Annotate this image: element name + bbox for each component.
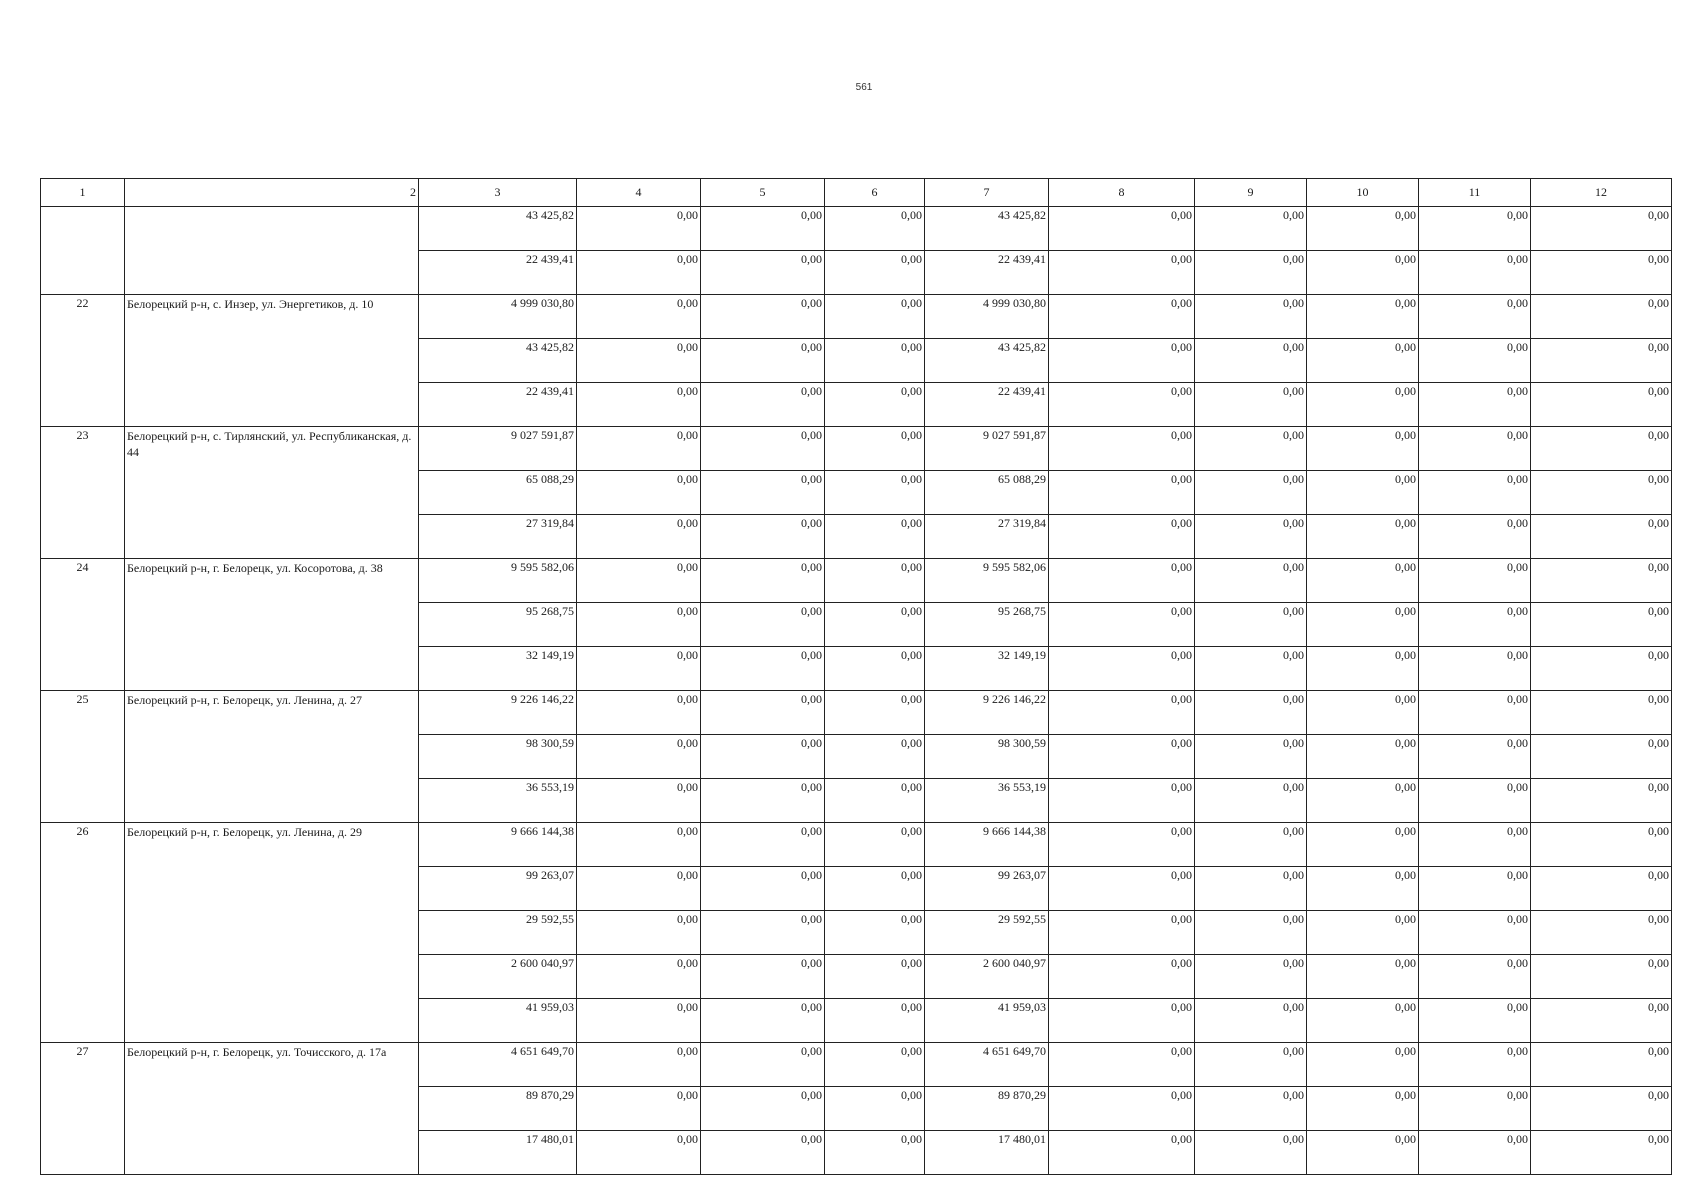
value-cell: 2 600 040,97 [925, 955, 1049, 999]
row-number-cell: 23 [41, 427, 125, 559]
value-cell: 0,00 [701, 207, 825, 251]
row-number-cell: 24 [41, 559, 125, 691]
value-cell: 9 027 591,87 [925, 427, 1049, 471]
value-cell: 0,00 [825, 427, 925, 471]
value-cell: 0,00 [825, 251, 925, 295]
value-cell: 0,00 [1419, 1131, 1531, 1175]
value-cell: 0,00 [1049, 251, 1195, 295]
value-cell: 0,00 [1049, 999, 1195, 1043]
value-cell: 29 592,55 [925, 911, 1049, 955]
value-cell: 0,00 [577, 1087, 701, 1131]
value-cell: 0,00 [825, 823, 925, 867]
column-header: 1 [41, 179, 125, 207]
value-cell: 0,00 [1195, 603, 1307, 647]
value-cell: 0,00 [1307, 823, 1419, 867]
value-cell: 0,00 [1419, 867, 1531, 911]
data-table [40, 178, 1672, 1175]
value-cell: 0,00 [825, 779, 925, 823]
value-cell: 65 088,29 [925, 471, 1049, 515]
value-cell: 0,00 [1195, 251, 1307, 295]
value-cell: 89 870,29 [925, 1087, 1049, 1131]
value-cell: 9 666 144,38 [419, 823, 577, 867]
value-cell: 0,00 [701, 559, 825, 603]
value-cell: 0,00 [1419, 427, 1531, 471]
value-cell: 0,00 [1195, 911, 1307, 955]
value-cell: 0,00 [1531, 603, 1672, 647]
value-cell: 2 600 040,97 [419, 955, 577, 999]
value-cell: 9 027 591,87 [419, 427, 577, 471]
value-cell: 0,00 [1195, 295, 1307, 339]
value-cell: 0,00 [1531, 1043, 1672, 1087]
value-cell: 36 553,19 [419, 779, 577, 823]
value-cell: 0,00 [577, 603, 701, 647]
value-cell: 0,00 [1419, 515, 1531, 559]
value-cell: 0,00 [825, 867, 925, 911]
value-cell: 0,00 [1049, 1131, 1195, 1175]
value-cell: 0,00 [1307, 955, 1419, 999]
value-cell: 0,00 [577, 295, 701, 339]
value-cell: 0,00 [825, 1087, 925, 1131]
value-cell: 0,00 [1419, 779, 1531, 823]
value-cell: 0,00 [1307, 427, 1419, 471]
value-cell: 4 651 649,70 [925, 1043, 1049, 1087]
column-header: 3 [419, 179, 577, 207]
value-cell: 0,00 [701, 955, 825, 999]
value-cell: 0,00 [825, 603, 925, 647]
value-cell: 36 553,19 [925, 779, 1049, 823]
value-cell: 0,00 [1195, 559, 1307, 603]
value-cell: 0,00 [1419, 339, 1531, 383]
value-cell: 0,00 [1307, 735, 1419, 779]
value-cell: 0,00 [825, 911, 925, 955]
value-cell: 0,00 [1049, 471, 1195, 515]
value-cell: 0,00 [1531, 1087, 1672, 1131]
column-header: 9 [1195, 179, 1307, 207]
value-cell: 0,00 [577, 1043, 701, 1087]
value-cell: 0,00 [825, 207, 925, 251]
value-cell: 0,00 [1307, 867, 1419, 911]
value-cell: 22 439,41 [925, 251, 1049, 295]
value-cell: 0,00 [1419, 823, 1531, 867]
value-cell: 0,00 [701, 779, 825, 823]
value-cell: 0,00 [577, 911, 701, 955]
value-cell: 99 263,07 [419, 867, 577, 911]
row-number-cell: 22 [41, 295, 125, 427]
value-cell: 0,00 [825, 471, 925, 515]
value-cell: 0,00 [1307, 603, 1419, 647]
value-cell: 22 439,41 [419, 251, 577, 295]
value-cell: 0,00 [1195, 471, 1307, 515]
address-cell: Белорецкий р-н, с. Инзер, ул. Энергетиков, д. 10 [125, 295, 419, 427]
value-cell: 0,00 [701, 471, 825, 515]
table-row [41, 1043, 1672, 1087]
value-cell: 0,00 [1419, 1043, 1531, 1087]
value-cell: 0,00 [1195, 779, 1307, 823]
value-cell: 0,00 [1049, 955, 1195, 999]
value-cell: 0,00 [1049, 735, 1195, 779]
row-number-cell: 27 [41, 1043, 125, 1175]
value-cell: 0,00 [1531, 911, 1672, 955]
value-cell: 0,00 [1049, 647, 1195, 691]
value-cell: 0,00 [1531, 207, 1672, 251]
value-cell: 0,00 [577, 427, 701, 471]
value-cell: 22 439,41 [925, 383, 1049, 427]
value-cell: 0,00 [1419, 471, 1531, 515]
value-cell: 9 595 582,06 [925, 559, 1049, 603]
value-cell: 9 666 144,38 [925, 823, 1049, 867]
value-cell: 43 425,82 [419, 207, 577, 251]
value-cell: 0,00 [1195, 955, 1307, 999]
value-cell: 65 088,29 [419, 471, 577, 515]
value-cell: 0,00 [1195, 823, 1307, 867]
value-cell: 0,00 [1531, 735, 1672, 779]
table-row [41, 691, 1672, 735]
value-cell: 0,00 [1049, 1043, 1195, 1087]
value-cell: 0,00 [1419, 647, 1531, 691]
value-cell: 43 425,82 [925, 339, 1049, 383]
value-cell: 0,00 [1195, 999, 1307, 1043]
value-cell: 0,00 [701, 911, 825, 955]
table-body [41, 207, 1672, 1175]
value-cell: 4 999 030,80 [419, 295, 577, 339]
value-cell: 0,00 [577, 735, 701, 779]
value-cell: 0,00 [1195, 647, 1307, 691]
address-cell [125, 207, 419, 295]
value-cell: 0,00 [1049, 207, 1195, 251]
column-header: 2 [125, 179, 419, 207]
address-cell: Белорецкий р-н, г. Белорецк, ул. Точисского, д. 17а [125, 1043, 419, 1175]
value-cell: 32 149,19 [419, 647, 577, 691]
value-cell: 0,00 [577, 691, 701, 735]
value-cell: 0,00 [1307, 911, 1419, 955]
value-cell: 0,00 [1531, 295, 1672, 339]
value-cell: 0,00 [1049, 603, 1195, 647]
value-cell: 0,00 [1419, 251, 1531, 295]
value-cell: 0,00 [1531, 823, 1672, 867]
value-cell: 0,00 [1531, 867, 1672, 911]
row-number-cell [41, 207, 125, 295]
row-number-cell: 26 [41, 823, 125, 1043]
value-cell: 0,00 [1531, 1131, 1672, 1175]
value-cell: 0,00 [577, 647, 701, 691]
value-cell: 0,00 [1419, 295, 1531, 339]
column-header: 11 [1419, 179, 1531, 207]
value-cell: 0,00 [1531, 383, 1672, 427]
value-cell: 0,00 [701, 823, 825, 867]
value-cell: 0,00 [701, 515, 825, 559]
value-cell: 0,00 [1307, 1131, 1419, 1175]
value-cell: 0,00 [1049, 383, 1195, 427]
value-cell: 98 300,59 [419, 735, 577, 779]
address-cell: Белорецкий р-н, г. Белорецк, ул. Ленина, д. 27 [125, 691, 419, 823]
value-cell: 0,00 [1419, 207, 1531, 251]
value-cell: 95 268,75 [925, 603, 1049, 647]
column-header: 8 [1049, 179, 1195, 207]
value-cell: 0,00 [1307, 1087, 1419, 1131]
value-cell: 0,00 [577, 383, 701, 427]
value-cell: 0,00 [701, 251, 825, 295]
value-cell: 0,00 [1531, 559, 1672, 603]
value-cell: 0,00 [1307, 999, 1419, 1043]
value-cell: 0,00 [1531, 691, 1672, 735]
value-cell: 0,00 [1531, 955, 1672, 999]
value-cell: 0,00 [1195, 867, 1307, 911]
value-cell: 0,00 [1531, 471, 1672, 515]
value-cell: 17 480,01 [419, 1131, 577, 1175]
value-cell: 0,00 [825, 647, 925, 691]
value-cell: 0,00 [825, 691, 925, 735]
value-cell: 0,00 [1049, 911, 1195, 955]
value-cell: 0,00 [1195, 1131, 1307, 1175]
value-cell: 0,00 [1307, 779, 1419, 823]
value-cell: 0,00 [1531, 427, 1672, 471]
value-cell: 0,00 [1307, 251, 1419, 295]
value-cell: 0,00 [577, 867, 701, 911]
value-cell: 0,00 [701, 1087, 825, 1131]
column-header: 5 [701, 179, 825, 207]
value-cell: 0,00 [1195, 383, 1307, 427]
value-cell: 0,00 [1049, 559, 1195, 603]
value-cell: 0,00 [1307, 339, 1419, 383]
value-cell: 0,00 [1419, 911, 1531, 955]
value-cell: 0,00 [1307, 295, 1419, 339]
value-cell: 0,00 [701, 427, 825, 471]
value-cell: 22 439,41 [419, 383, 577, 427]
value-cell: 29 592,55 [419, 911, 577, 955]
value-cell: 0,00 [577, 207, 701, 251]
value-cell: 0,00 [1049, 691, 1195, 735]
value-cell: 0,00 [1419, 559, 1531, 603]
value-cell: 0,00 [577, 999, 701, 1043]
value-cell: 0,00 [701, 735, 825, 779]
value-cell: 27 319,84 [925, 515, 1049, 559]
value-cell: 0,00 [577, 251, 701, 295]
value-cell: 89 870,29 [419, 1087, 577, 1131]
table-row [41, 427, 1672, 471]
value-cell: 0,00 [825, 295, 925, 339]
value-cell: 0,00 [701, 647, 825, 691]
page-number: 561 [855, 82, 873, 93]
value-cell: 0,00 [1307, 647, 1419, 691]
value-cell: 0,00 [701, 295, 825, 339]
value-cell: 0,00 [825, 735, 925, 779]
value-cell: 17 480,01 [925, 1131, 1049, 1175]
value-cell: 9 595 582,06 [419, 559, 577, 603]
value-cell: 0,00 [1531, 647, 1672, 691]
value-cell: 0,00 [1049, 515, 1195, 559]
value-cell: 0,00 [1049, 823, 1195, 867]
value-cell: 32 149,19 [925, 647, 1049, 691]
value-cell: 0,00 [577, 339, 701, 383]
value-cell: 0,00 [1195, 339, 1307, 383]
value-cell: 0,00 [825, 515, 925, 559]
value-cell: 0,00 [1531, 999, 1672, 1043]
value-cell: 0,00 [701, 1131, 825, 1175]
value-cell: 0,00 [1307, 559, 1419, 603]
value-cell: 0,00 [1195, 427, 1307, 471]
value-cell: 0,00 [1531, 339, 1672, 383]
value-cell: 27 319,84 [419, 515, 577, 559]
value-cell: 0,00 [1307, 515, 1419, 559]
value-cell: 0,00 [1419, 1087, 1531, 1131]
table-row [41, 207, 1672, 251]
value-cell: 0,00 [1531, 779, 1672, 823]
value-cell: 0,00 [825, 1131, 925, 1175]
value-cell: 0,00 [1307, 691, 1419, 735]
value-cell: 0,00 [577, 955, 701, 999]
address-cell: Белорецкий р-н, г. Белорецк, ул. Ленина, д. 29 [125, 823, 419, 1043]
value-cell: 0,00 [1195, 207, 1307, 251]
value-cell: 9 226 146,22 [925, 691, 1049, 735]
value-cell: 43 425,82 [419, 339, 577, 383]
column-header: 6 [825, 179, 925, 207]
value-cell: 0,00 [1307, 1043, 1419, 1087]
value-cell: 0,00 [1195, 515, 1307, 559]
value-cell: 0,00 [1049, 295, 1195, 339]
value-cell: 0,00 [577, 779, 701, 823]
value-cell: 0,00 [1049, 867, 1195, 911]
value-cell: 0,00 [1307, 471, 1419, 515]
value-cell: 0,00 [577, 515, 701, 559]
value-cell: 0,00 [1419, 735, 1531, 779]
value-cell: 0,00 [825, 339, 925, 383]
value-cell: 0,00 [825, 999, 925, 1043]
column-header: 10 [1307, 179, 1419, 207]
value-cell: 0,00 [701, 691, 825, 735]
value-cell: 9 226 146,22 [419, 691, 577, 735]
value-cell: 0,00 [1531, 251, 1672, 295]
value-cell: 0,00 [1195, 1043, 1307, 1087]
value-cell: 0,00 [701, 383, 825, 427]
column-header: 12 [1531, 179, 1672, 207]
value-cell: 0,00 [1419, 603, 1531, 647]
row-number-cell: 25 [41, 691, 125, 823]
value-cell: 43 425,82 [925, 207, 1049, 251]
value-cell: 0,00 [825, 559, 925, 603]
table-row [41, 295, 1672, 339]
value-cell: 0,00 [1195, 735, 1307, 779]
value-cell: 0,00 [577, 471, 701, 515]
value-cell: 0,00 [1195, 1087, 1307, 1131]
value-cell: 0,00 [701, 339, 825, 383]
value-cell: 0,00 [577, 559, 701, 603]
column-header: 7 [925, 179, 1049, 207]
value-cell: 0,00 [1049, 339, 1195, 383]
value-cell: 0,00 [1419, 955, 1531, 999]
value-cell: 0,00 [1049, 779, 1195, 823]
value-cell: 0,00 [701, 1043, 825, 1087]
value-cell: 0,00 [577, 823, 701, 867]
value-cell: 0,00 [825, 955, 925, 999]
value-cell: 0,00 [1419, 691, 1531, 735]
value-cell: 0,00 [1307, 383, 1419, 427]
value-cell: 98 300,59 [925, 735, 1049, 779]
column-header: 4 [577, 179, 701, 207]
value-cell: 99 263,07 [925, 867, 1049, 911]
value-cell: 41 959,03 [419, 999, 577, 1043]
value-cell: 0,00 [1195, 691, 1307, 735]
value-cell: 0,00 [1419, 999, 1531, 1043]
value-cell: 0,00 [825, 1043, 925, 1087]
value-cell: 4 999 030,80 [925, 295, 1049, 339]
value-cell: 0,00 [701, 999, 825, 1043]
value-cell: 4 651 649,70 [419, 1043, 577, 1087]
value-cell: 0,00 [1531, 515, 1672, 559]
value-cell: 41 959,03 [925, 999, 1049, 1043]
value-cell: 0,00 [577, 1131, 701, 1175]
value-cell: 0,00 [701, 603, 825, 647]
value-cell: 0,00 [1419, 383, 1531, 427]
column-number-row [41, 179, 1672, 207]
value-cell: 95 268,75 [419, 603, 577, 647]
value-cell: 0,00 [825, 383, 925, 427]
value-cell: 0,00 [1049, 427, 1195, 471]
table-row [41, 823, 1672, 867]
value-cell: 0,00 [1307, 207, 1419, 251]
value-cell: 0,00 [701, 867, 825, 911]
value-cell: 0,00 [1049, 1087, 1195, 1131]
address-cell: Белорецкий р-н, г. Белорецк, ул. Косоротова, д. 38 [125, 559, 419, 691]
table-row [41, 559, 1672, 603]
address-cell: Белорецкий р-н, с. Тирлянский, ул. Республиканская, д. 44 [125, 427, 419, 559]
